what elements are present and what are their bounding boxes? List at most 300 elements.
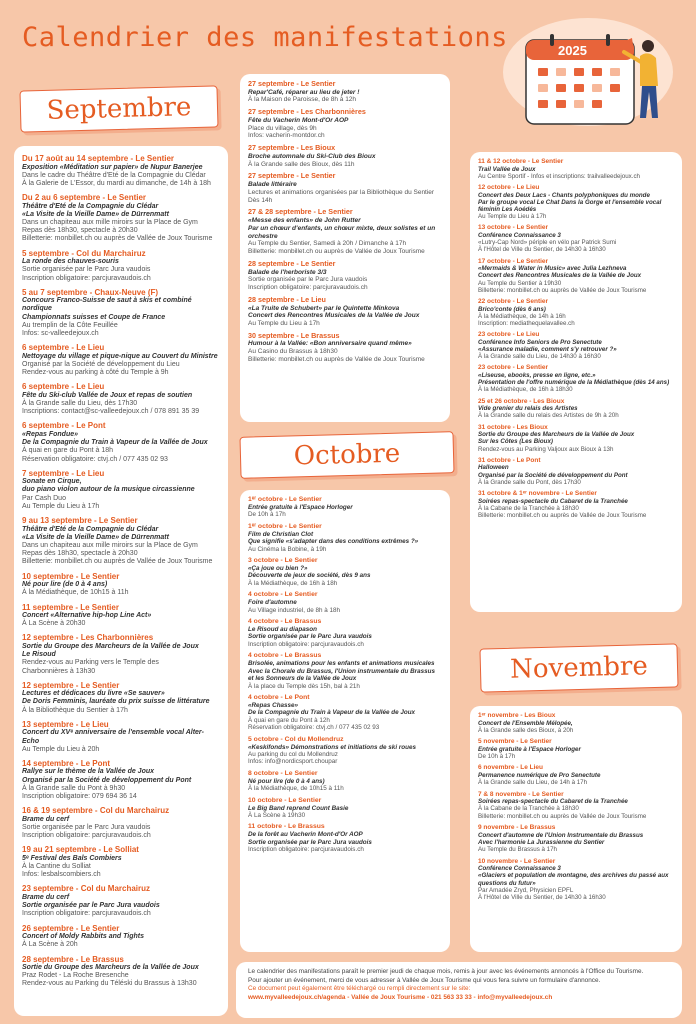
event-title: Sortie organisée par le Parc Jura vaudois xyxy=(22,902,160,910)
event-info: À l'Hôtel de Ville du Sentier, de 14h30 à 16h30 xyxy=(478,894,606,902)
event-title: Organisé par la Société de développement du Pont xyxy=(22,776,192,784)
event-title: Nettoyage du village et pique-nique au Couvert du Ministre xyxy=(22,352,218,360)
event-title: «Keskifonds» Démonstrations et initiations de ski roues xyxy=(248,743,416,751)
event-item xyxy=(478,712,674,734)
event-info: Billetterie: monbillet.ch ou auprès de Vallée de Joux Tourisme xyxy=(22,235,213,243)
event-title: Concert des Deux Lacs - Chants polyphoniques du monde xyxy=(478,191,650,199)
event-item xyxy=(248,260,443,292)
event-info: Infos: sc-valleedejoux.ch xyxy=(22,330,99,338)
event-info: Au Temple du Lieu à 17h xyxy=(248,320,320,328)
event-item xyxy=(22,249,221,283)
event-title: Organisé par la Société de développement du Pont xyxy=(478,471,628,479)
event-info: À la Cabane de la Tranchée à 18h30 xyxy=(478,504,579,512)
event-title: Brame du cerf xyxy=(22,893,70,901)
event-info: Inscription obligatoire: parcjuravaudois.ch xyxy=(248,640,364,648)
event-item xyxy=(248,144,443,168)
event-date: 6 septembre - Le Lieu xyxy=(22,343,105,353)
event-date: 27 septembre - Le Sentier xyxy=(248,79,336,88)
footer-info xyxy=(236,962,682,1018)
event-title: De la Compagnie du Train à Vapeur de la Vallée de Joux xyxy=(248,709,416,717)
event-title: Par un chœur d'enfants, un chœur mixte, deux solistes et un orchestre xyxy=(248,224,436,240)
event-info: Infos: vacherin-montdor.ch xyxy=(248,132,325,140)
event-info: Par Amadée Zryd, Physicien EPFL xyxy=(478,887,574,895)
event-info: Rendez-vous au Parking vers le Temple des xyxy=(22,659,159,667)
event-title: Avec l'harmonie La Jurassienne du Sentier xyxy=(478,838,605,846)
event-title: Championnats suisses et Coupe de France xyxy=(22,313,166,321)
event-title: Sortie du Groupe des Marcheurs de la Vallée de Joux xyxy=(478,431,635,439)
event-info: Réservation obligatoire: ctvj.ch / 077 435 02 93 xyxy=(248,724,380,732)
november-events-card xyxy=(470,706,682,952)
event-date: 5 au 7 septembre - Chaux-Neuve (F) xyxy=(22,287,159,297)
event-item xyxy=(22,681,221,715)
event-item xyxy=(248,618,442,648)
event-item xyxy=(478,858,674,902)
event-title: «Assurance maladie, comment s'y retrouver ?» xyxy=(478,346,617,354)
event-date: 12 septembre - Le Sentier xyxy=(22,680,120,690)
event-list xyxy=(248,496,442,854)
event-title: Sonate en Cirque, xyxy=(22,478,82,486)
event-date: Du 2 au 6 septembre - Le Sentier xyxy=(22,193,147,203)
event-title: Exposition «Méditation sur papier» de Nupur Banerjee xyxy=(22,163,203,171)
event-title: Humour à la Vallée: «Bon anniversaire quand même» xyxy=(248,340,412,348)
event-title: Sortie organisée par le Parc Jura vaudois xyxy=(248,633,372,641)
event-title: Le Big Band reprend Count Basie xyxy=(248,804,349,812)
event-date: 14 septembre - Le Pont xyxy=(22,758,111,768)
event-item xyxy=(248,736,442,766)
event-info: Lectures et animations organisées par la Bibliothèque du Sentier xyxy=(248,188,435,196)
event-info: Au Casino du Brassus à 18h30 xyxy=(248,348,338,356)
event-title: Entrée gratuite à l'Espace Horloger xyxy=(478,745,581,753)
event-date: 4 octobre - Le Pont xyxy=(248,693,310,701)
event-item xyxy=(248,694,442,732)
event-info: Repas dès 18h30, spectacle à 20h30 xyxy=(22,227,138,235)
section-header-october xyxy=(239,431,454,479)
event-date: 3 octobre - Le Sentier xyxy=(248,557,318,565)
event-item xyxy=(248,652,442,690)
event-title: Film de Christian Clot xyxy=(248,530,314,538)
event-item xyxy=(478,224,674,253)
event-title: Sortie organisée par le Parc Jura vaudois xyxy=(248,838,372,846)
event-list xyxy=(478,712,674,902)
event-info: À quai en gare du Pont à 12h xyxy=(248,716,330,724)
event-info: Inscription obligatoire: parcjuravaudois.ch xyxy=(248,846,364,854)
event-item xyxy=(22,421,221,463)
event-date: 12 octobre - Le Lieu xyxy=(478,184,540,191)
event-title: Sur les Côtes (Les Bioux) xyxy=(478,438,553,446)
event-item xyxy=(22,924,221,950)
event-info: À la Grande salle du Lieu, de 14h30 à 16h30 xyxy=(478,353,601,361)
event-info: À la Grande salle des Bioux, dès 11h xyxy=(248,160,355,168)
event-date: 26 septembre - Le Sentier xyxy=(22,923,120,933)
section-title: Octobre xyxy=(293,438,401,472)
event-title: Concert of Moldy Rabbits and Tights xyxy=(22,933,144,941)
event-title: «Liseuse, ebooks, presse en ligne, etc.» xyxy=(478,372,596,380)
event-item xyxy=(22,759,221,801)
event-info: Inscription obligatoire: 079 694 36 14 xyxy=(22,793,137,801)
event-info: Au Temple du Lieu à 17h xyxy=(478,213,547,221)
event-info: À la Grande salle du Pont à 9h30 xyxy=(22,784,126,792)
event-title: Conférence Connaissance 3 xyxy=(478,232,561,239)
event-info: Au tremplin de la Côte Feuillée xyxy=(22,321,118,329)
event-title: «Messe des enfants» de John Rutter xyxy=(248,216,361,224)
september-end-events-card xyxy=(240,74,450,422)
event-item xyxy=(248,770,442,793)
event-title: Fête du Ski-club Vallée de Joux et repas de soutien xyxy=(22,391,193,399)
event-title: Le Risoud au diapason xyxy=(248,626,317,634)
event-info: À La Scène à 19h30 xyxy=(248,811,306,819)
event-title: Brico'conte (dès 6 ans) xyxy=(478,305,546,313)
event-info: Rendez-vous au Parking du Téléski du Brassus à 13h30 xyxy=(22,980,197,988)
event-item xyxy=(22,154,221,188)
event-date: 13 septembre - Le Lieu xyxy=(22,719,109,729)
event-title: Conférence Connaissance 3 xyxy=(478,865,561,873)
event-date: 19 au 21 septembre - Le Solliat xyxy=(22,845,139,855)
event-info: Billetterie: monbillet.ch ou auprès de Vallée de Joux Tourisme xyxy=(478,512,647,520)
event-date: 1ᵉʳ novembre - Les Bioux xyxy=(478,712,556,719)
footer-text: Pour ajouter un événement, merci de vous adresser à Vallée de Joux Tourisme qui vous fera suivre un formulaire d'annonce. xyxy=(248,976,601,984)
event-item xyxy=(22,193,221,244)
event-date: 17 octobre - Le Sentier xyxy=(478,257,549,265)
event-info: Au Temple du Lieu à 20h xyxy=(22,745,100,753)
event-title: Conférence Info Seniors de Pro Senectute xyxy=(478,338,602,346)
event-item xyxy=(248,523,442,553)
event-item xyxy=(22,955,221,989)
event-item xyxy=(22,720,221,754)
event-title: Halloween xyxy=(478,464,509,472)
event-info: À la Galerie de L'Essor, du mardi au dimanche, de 14h à 18h xyxy=(22,179,211,187)
event-title: Repar'Café, réparer au lieu de jeter ! xyxy=(248,88,360,96)
event-item xyxy=(22,845,221,879)
event-date: 31 octobre - Les Bioux xyxy=(478,423,548,431)
event-info: À la Médiathèque, de 14h à 16h xyxy=(478,312,566,320)
event-info: Au parking du col du Mollendruz xyxy=(248,750,338,758)
event-info: De 10h à 17h xyxy=(248,511,286,519)
event-date: 5 novembre - Le Sentier xyxy=(478,738,552,746)
event-item xyxy=(478,424,674,453)
event-title: Entrée gratuite à l'Espace Horloger xyxy=(248,504,353,511)
event-title: Concours Franco-Suisse de saut à skis et combiné nordique xyxy=(22,297,192,313)
event-title: Concert du XVᵉ anniversaire de l'ensemble vocal Alter-Echo xyxy=(22,729,204,745)
event-date: 10 novembre - Le Sentier xyxy=(478,857,556,865)
event-info: À la place du Temple dès 15h, bal à 21h xyxy=(248,682,360,690)
event-item xyxy=(248,108,443,140)
event-info: Dans un chapiteau aux mille miroirs sur la Place de Gym xyxy=(22,542,198,549)
event-info: Billetterie: monbillet.ch ou auprès de Vallée de Joux Tourisme xyxy=(248,356,425,364)
event-info: Au Cinéma la Bobine, à 19h xyxy=(248,545,327,553)
event-title: La ronde des chauves-souris xyxy=(22,258,119,266)
event-item xyxy=(478,791,674,820)
event-title: Découverte de jeux de société, dès 9 ans xyxy=(248,572,371,580)
event-info: À la Médiathèque, de 16h à 18h30 xyxy=(478,386,573,394)
event-info: Inscriptions: contact@sc-valleedejoux.ch / 078 891 35 39 xyxy=(22,408,200,416)
event-title: «Repas Chasse» xyxy=(248,701,299,709)
event-title: Permanence numérique de Pro Senectute xyxy=(478,771,601,779)
event-title: Le Risoud xyxy=(22,651,56,659)
event-info: Inscription obligatoire: parcjuravaudois.ch xyxy=(248,284,368,292)
event-date: 13 octobre - Le Sentier xyxy=(478,224,549,232)
event-item xyxy=(478,490,674,519)
section-title: Septembre xyxy=(46,92,192,126)
event-title: «La Truite de Schubert» par le Quintette Minkova xyxy=(248,304,400,312)
event-item xyxy=(478,184,674,220)
event-item xyxy=(248,296,443,328)
event-info: À la Maison de Paroisse, de 8h à 12h xyxy=(248,96,357,104)
event-info: Billetterie: monbillet.ch ou auprès de Vallée de Joux Tourisme xyxy=(22,558,213,566)
event-title: 5ᵉ Festival des Bals Combiers xyxy=(22,854,122,862)
event-date: 1ᵉʳ octobre - Le Sentier xyxy=(248,522,322,530)
event-item xyxy=(22,516,221,567)
event-title: Foire d'automne xyxy=(248,599,297,607)
event-date: 4 octobre - Le Brassus xyxy=(248,618,322,626)
event-item xyxy=(248,332,443,364)
event-date: 25 et 26 octobre - Les Bioux xyxy=(478,397,565,405)
event-info: À la Grande salle des Bioux, à 20h xyxy=(478,726,574,734)
event-item xyxy=(22,633,221,675)
event-info: À la Médiathèque, de 16h à 18h xyxy=(248,579,338,587)
event-date: 27 septembre - Les Bioux xyxy=(248,143,336,153)
event-info: À La Scène à 20h30 xyxy=(22,620,86,628)
event-info: Billetterie: monbillet.ch ou auprès de Vallée de Joux Tourisme xyxy=(478,286,647,294)
event-title: Concert d'automne de l'Union Instrumentale du Brassus xyxy=(478,831,644,839)
event-info: À l'Hôtel de Ville du Sentier, de 14h30 à 16h30 xyxy=(478,246,606,254)
event-info: À la Grande salle du Lieu, de 14h à 17h xyxy=(478,779,588,787)
event-info: Au Temple du Sentier à 19h30 xyxy=(478,279,562,287)
event-item xyxy=(22,343,221,377)
event-info: Inscription obligatoire: parcjuravaudois.ch xyxy=(22,910,151,918)
event-title: Théâtre d'Eté de la Compagnie du Clédar xyxy=(22,202,159,210)
event-list xyxy=(478,158,674,519)
calendar-year: 2025 xyxy=(558,43,587,58)
event-title: Concert «Alternative hip-hop Line Act» xyxy=(22,612,152,620)
event-date: 16 & 19 septembre - Col du Marchairuz xyxy=(22,806,170,816)
event-info: Rendez-vous au parking à côté du Temple à 9h xyxy=(22,369,169,377)
event-info: Sortie organisée par le Parc Jura vaudois xyxy=(248,276,368,284)
event-info: Par Cash Duo xyxy=(22,494,66,502)
section-header-november xyxy=(479,643,678,692)
event-info: Organisé par la Société de développement du Lieu xyxy=(22,360,180,368)
event-info: Infos: lesbalscombiers.ch xyxy=(22,871,101,879)
event-info: Inscription obligatoire: parcjuravaudois.ch xyxy=(22,832,151,840)
event-date: 31 octobre & 1ᵉʳ novembre - Le Sentier xyxy=(478,490,597,498)
event-item xyxy=(248,496,442,519)
event-date: 27 & 28 septembre - Le Sentier xyxy=(248,207,353,217)
event-title: Né pour lire (de 0 à 4 ans) xyxy=(22,581,108,589)
event-item xyxy=(22,806,221,840)
event-info: Sortie organisée par le Parc Jura vaudois xyxy=(22,266,151,274)
event-title: Soirées repas-spectacle du Cabaret de la Tranchée xyxy=(478,497,628,505)
event-item xyxy=(478,764,674,786)
event-title: De la forêt au Vacherin Mont-d'Or AOP xyxy=(248,831,363,839)
event-info: Au Temple du Brassus à 17h xyxy=(478,846,557,854)
event-info: À la Bibliothèque du Sentier à 17h xyxy=(22,706,128,714)
event-info: Inscription obligatoire: parcjuravaudois.ch xyxy=(22,274,151,282)
event-info: À la Grande salle du relais des Artistes de 9h à 20h xyxy=(478,412,619,420)
event-title: Brame du cerf xyxy=(22,815,70,823)
event-info: Praz Rodet - La Roche Bresenche xyxy=(22,972,129,980)
event-title: Concert des Rencontres Musicales de la Vallée de Joux xyxy=(478,272,642,280)
event-title: Né pour lire (de 0 à 4 ans) xyxy=(248,777,325,785)
event-info: À La Scène à 20h xyxy=(22,941,78,949)
event-date: 1ᵉʳ octobre - Le Sentier xyxy=(248,496,322,503)
september-events-card xyxy=(14,146,228,1016)
event-date: 7 septembre - Le Lieu xyxy=(22,468,105,478)
event-date: 31 octobre - Le Pont xyxy=(478,456,541,464)
event-item xyxy=(248,591,442,614)
event-title: «Ça joue ou bien ?» xyxy=(248,565,308,573)
event-date: 28 septembre - Le Lieu xyxy=(248,294,326,304)
event-info: Dans un chapiteau aux mille miroirs sur la Place de Gym xyxy=(22,219,198,227)
event-item xyxy=(248,208,443,256)
event-info: De 10h à 17h xyxy=(478,753,516,761)
event-info: Inscription: mediathequelavallee.ch xyxy=(478,320,575,328)
event-title: Broche automnale du Ski-Club des Bioux xyxy=(248,152,376,160)
event-title: Brisolée, animations pour les enfants et animations musicales xyxy=(248,660,435,668)
event-item xyxy=(478,364,674,393)
event-date: 22 octobre - Le Sentier xyxy=(478,298,549,306)
event-title: Balade de l'herboriste 3/3 xyxy=(248,268,327,276)
event-info: Repas dès 18h30, spectacle à 20h30 xyxy=(22,550,138,558)
event-item xyxy=(248,823,442,853)
event-info: À quai en gare du Pont à 18h xyxy=(22,447,114,455)
event-date: 9 novembre - Le Brassus xyxy=(478,824,556,832)
event-title: Avec la Chorale du Brassus, l'Union instrumentale du Brassus xyxy=(248,667,435,675)
event-title: Concert de l'Ensemble Mélopée, xyxy=(478,719,573,727)
event-item xyxy=(248,80,443,104)
event-info: À la Médiathèque, de 10h15 à 11h xyxy=(22,589,129,597)
event-info: Billetterie: monbillet.ch ou auprès de Vallée de Joux Tourisme xyxy=(248,248,425,256)
event-item xyxy=(478,258,674,294)
event-title: Soirées repas-spectacle du Cabaret de la Tranchée xyxy=(478,798,628,806)
event-item xyxy=(478,824,674,853)
event-item xyxy=(248,172,443,204)
event-info: «Lutry-Cap Nord» périple en vélo par Patrick Sumi xyxy=(478,239,617,247)
event-title: Présentation de l'offre numérique de la Médiathèque (dès 14 ans) xyxy=(478,379,670,387)
footer-text: Le calendrier des manifestations paraît le premier jeudi de chaque mois, remis à jour avec les événements annoncés à l'Office du Tourisme. xyxy=(248,968,644,975)
event-title: «La Visite de la Vieille Dame» de Dürrenmatt xyxy=(22,533,169,541)
event-date: 4 octobre - Le Brassus xyxy=(248,652,322,660)
event-date: 5 septembre - Col du Marchairuz xyxy=(22,248,146,258)
event-info: Dès 14h xyxy=(248,196,273,204)
event-info: À la Cabane de la Tranchée à 18h30 xyxy=(478,805,579,813)
event-item xyxy=(22,382,221,416)
event-info: Dans le cadre du Théâtre d'Eté de la Compagnie du Clédar xyxy=(22,171,206,179)
event-date: 28 septembre - Le Sentier xyxy=(248,258,336,268)
event-info: Au Temple du Lieu à 17h xyxy=(22,502,100,510)
event-title: De Doris Femminis, lauréate du prix suisse de littérature xyxy=(22,698,210,706)
event-info: Réservation obligatoire: ctvj.ch / 077 435 02 93 xyxy=(22,455,168,463)
event-info: À la Grande salle du Pont, dès 17h30 xyxy=(478,478,581,486)
event-date: 12 septembre - Les Charbonnières xyxy=(22,633,154,643)
event-date: 11 octobre - Le Brassus xyxy=(248,823,325,831)
event-item xyxy=(478,298,674,327)
event-date: 10 octobre - Le Sentier xyxy=(248,796,322,804)
event-info: Billetterie: monbillet.ch ou auprès de Vallée de Joux Tourisme xyxy=(478,812,647,820)
event-title: Sortie du Groupe des Marcheurs de la Vallée de Joux xyxy=(22,964,199,971)
event-info: Infos: info@nordicsport.choupar xyxy=(248,758,338,766)
event-item xyxy=(22,603,221,629)
event-date: 27 septembre - Les Charbonnières xyxy=(248,107,366,117)
event-title: De la Compagnie du Train à Vapeur de la Vallée de Joux xyxy=(22,439,208,447)
event-title: «Repas Fondue» xyxy=(22,430,79,438)
october-end-events-card xyxy=(470,152,682,612)
event-date: 4 octobre - Le Sentier xyxy=(248,591,318,599)
event-info: Rendez-vous au Parking Valjoux aux Bioux à 13h xyxy=(478,445,614,453)
october-events-card xyxy=(240,490,450,952)
event-date: 6 septembre - Le Lieu xyxy=(22,382,105,392)
event-item xyxy=(478,398,674,420)
event-item xyxy=(478,331,674,360)
page-title: Calendrier des manifestations xyxy=(22,22,508,53)
event-info: À la Cantine du Solliat xyxy=(22,863,91,871)
event-title: Par le groupe vocal Le Chat Dans la Gorge et l'ensemble vocal féminin Les Aoédés xyxy=(478,198,662,213)
event-item xyxy=(22,884,221,918)
event-title: Balade littéraire xyxy=(248,180,297,188)
footer-link[interactable]: www.myvalleedejoux.ch/agenda - Vallée de Joux Tourisme - 021 563 33 33 - info@myvalleedejoux.ch xyxy=(248,993,553,1001)
section-header-september xyxy=(19,85,218,132)
section-title: Novembre xyxy=(509,651,649,685)
event-item xyxy=(478,158,674,180)
footer-text: Ce document peut également être téléchargé ou rempli directement sur le site: xyxy=(248,985,471,992)
event-info: À la Médiathèque, de 10h15 à 11h xyxy=(248,785,344,793)
event-date: 27 septembre - Le Sentier xyxy=(248,171,336,181)
event-title: «Glaciers et population de montagne, des archives du passé aux questions du futur» xyxy=(478,872,669,887)
event-title: et les Sonneurs de la Vallée de Joux xyxy=(248,675,357,683)
event-title: duo piano violon autour de la musique circassienne xyxy=(22,486,195,494)
event-title: Concert des Rencontres Musicales de la Vallée de Joux xyxy=(248,312,420,320)
event-info: À la Grande salle du Lieu, dès 17h30 xyxy=(22,400,138,408)
event-list xyxy=(248,80,443,364)
event-title: «Mermaids & Water in Music» avec Julia Lezhneva xyxy=(478,265,627,273)
event-title: Que signifie «s'adapter dans des conditions extrêmes ?» xyxy=(248,538,419,546)
event-date: 5 octobre - Col du Mollendruz xyxy=(248,735,344,743)
event-date: Du 17 août au 14 septembre - Le Sentier xyxy=(22,154,175,163)
event-title: Rallye sur le thème de la Vallée de Joux xyxy=(22,768,155,776)
event-item xyxy=(248,557,442,587)
event-date: 6 novembre - Le Lieu xyxy=(478,764,544,772)
event-item xyxy=(22,288,221,339)
event-title: Vide grenier du relais des Artistes xyxy=(478,405,578,413)
event-info: Au Village industriel, de 8h à 18h xyxy=(248,606,340,614)
event-title: Théâtre d'Eté de la Compagnie du Clédar xyxy=(22,525,159,533)
event-date: 11 & 12 octobre - Le Sentier xyxy=(478,158,564,165)
event-date: 6 septembre - Le Pont xyxy=(22,421,106,431)
event-date: 23 octobre - Le Sentier xyxy=(478,364,549,372)
event-item xyxy=(22,469,221,511)
event-date: 28 septembre - Le Brassus xyxy=(22,954,124,964)
event-info: Charbonnières à 13h30 xyxy=(22,667,96,675)
event-item xyxy=(22,572,221,598)
event-info: Au Centre Sportif - Infos et inscriptions: trailvalleedejoux.ch xyxy=(478,172,640,180)
event-date: 8 octobre - Le Sentier xyxy=(248,769,318,777)
event-title: Lectures et dédicaces du livre «Se sauver» xyxy=(22,690,165,698)
event-item xyxy=(248,797,442,820)
event-date: 30 septembre - Le Brassus xyxy=(248,330,340,340)
event-title: Trail Vallée de Joux xyxy=(478,165,536,173)
event-title: «La Visite de la Vieille Dame» de Dürrenmatt xyxy=(22,210,169,218)
event-item xyxy=(478,457,674,486)
event-date: 23 octobre - Le Lieu xyxy=(478,331,540,339)
event-date: 23 septembre - Col du Marchairuz xyxy=(22,884,151,894)
event-info: Au Temple du Sentier, Samedi à 20h / Dimanche à 17h xyxy=(248,240,407,248)
event-title: Sortie du Groupe des Marcheurs de la Vallée de Joux xyxy=(22,642,199,650)
event-title: Fête du Vacherin Mont-d'Or AOP xyxy=(248,116,349,124)
event-info: Sortie organisée par le Parc Jura vaudois xyxy=(22,823,151,831)
event-date: 10 septembre - Le Sentier xyxy=(22,571,120,581)
event-info: Place du village, dès 9h xyxy=(248,124,317,132)
event-date: 11 septembre - Le Sentier xyxy=(22,602,119,612)
event-list xyxy=(22,154,221,989)
event-date: 7 & 8 novembre - Le Sentier xyxy=(478,790,564,798)
